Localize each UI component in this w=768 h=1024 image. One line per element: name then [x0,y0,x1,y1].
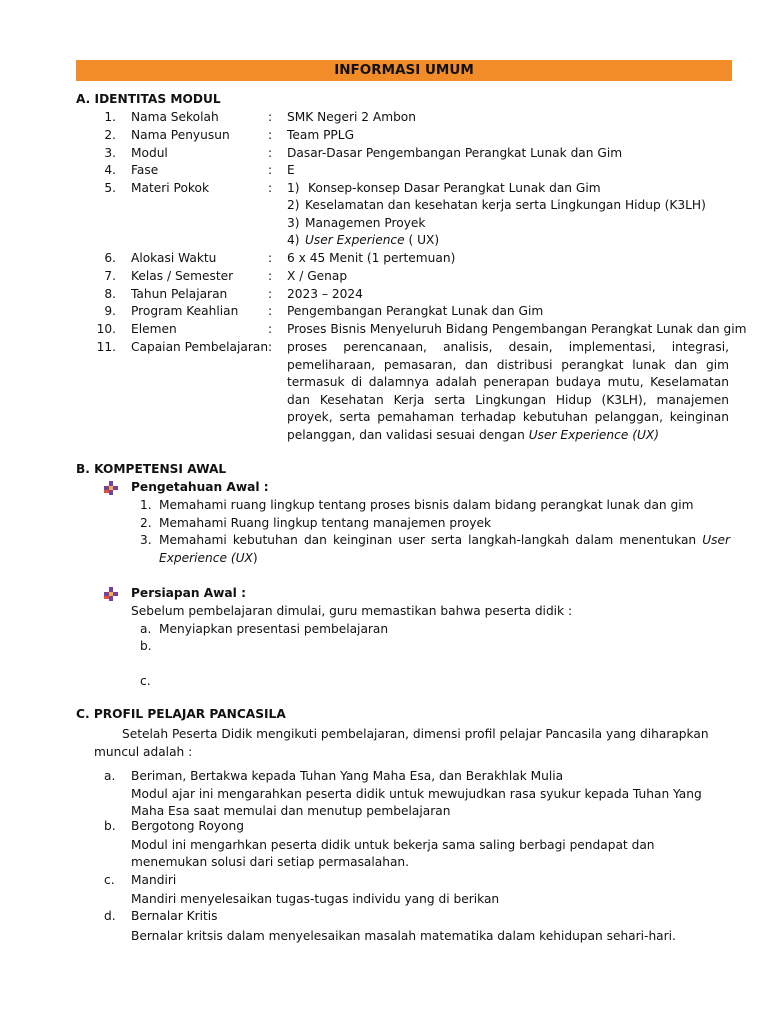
list-item-number: a. [140,622,152,636]
list-item-text: Memahami kebutuhan dan keinginan user serta langkah-langkah dalam menentukan [159,533,697,547]
list-item-number: 4) [287,233,300,247]
list-item-title: Beriman, Bertakwa kepada Tuhan Yang Maha Esa, dan Berakhlak Mulia [131,769,564,783]
row-number: 7. [104,269,116,283]
list-item-italic: User Experience [305,233,405,247]
bullet-icon [104,587,118,601]
list-item-suffix: ( UX) [404,233,440,247]
section-c-title: C. PROFIL PELAJAR PANCASILA [76,707,286,721]
row-colon: : [268,269,273,283]
row-colon: : [268,251,273,265]
row-colon: : [268,304,273,318]
row-label: Materi Pokok [131,181,210,195]
row-colon: : [268,128,273,142]
list-item-number: 1) [287,181,300,195]
list-item-number: 2. [140,516,152,530]
row-value: X / Genap [287,269,348,283]
row-number: 9. [104,304,116,318]
row-number: 1. [104,110,116,124]
row-label: Program Keahlian [131,304,239,318]
row-value: Dasar-Dasar Pengembangan Perangkat Lunak dan Gim [287,146,623,160]
profil-intro: Setelah Peserta Didik mengikuti pembelajaran, dimensi profil pelajar Pancasila yang diharapkan muncul adalah : [94,727,709,759]
list-item-number: b. [104,819,116,833]
row-number: 6. [104,251,116,265]
list-item: Memahami ruang lingkup tentang proses bisnis dalam bidang perangkat lunak dan gim [159,498,694,512]
list-item-desc: Modul ajar ini mengarahkan peserta didik untuk mewujudkan rasa syukur kepada Tuhan Yang Maha Esa saat memulai dan menutup pembelajaran [131,787,702,818]
list-item-desc: Mandiri menyelesaikan tugas-tugas individu yang di berikan [131,892,500,906]
pengetahuan-heading: Pengetahuan Awal : [131,480,269,494]
persiapan-intro: Sebelum pembelajaran dimulai, guru memastikan bahwa peserta didik : [131,604,573,618]
row-value: E [287,163,295,177]
capaian-italic: User Experience (UX) [528,427,659,442]
row-colon: : [268,110,273,124]
list-item-number: a. [104,769,116,783]
row-colon: : [268,163,273,177]
row-colon: : [268,340,273,354]
row-number: 4. [104,163,116,177]
row-label: Alokasi Waktu [131,251,217,265]
list-item-title: Bergotong Royong [131,819,244,833]
list-item: Managemen Proyek [305,216,426,230]
row-label: Nama Penyusun [131,128,230,142]
row-colon: : [268,322,273,336]
list-item-number: 2) [287,198,300,212]
list-item: Keselamatan dan kesehatan kerja serta Lingkungan Hidup (K3LH) [305,198,706,212]
list-item-desc: Modul ini mengarhkan peserta didik untuk bekerja sama saling berbagi pendapat dan menemukan solusi dari setiap permasalahan. [131,838,655,869]
capaian-paragraph [287,339,729,444]
row-number: 10. [96,322,116,336]
list-item-number: c. [104,873,115,887]
capaian-text: proses perencanaan, analisis, desain, implementasi, integrasi, pemeliharaan, pemasaran, dan distribusi perangkat lunak dan gim termasuk di dalamnya adalah penerapan budaya mutu, Keselamatan dan Kesehatan Kerja serta Lingkungan Hidup (K3LH), manajemen proyek, serta pemahaman terhadap kebutuhan pelanggan, keinginan pelanggan, dan validasi sesuai dengan [287,340,729,442]
list-item-title: Bernalar Kritis [131,909,218,923]
list-item-italic: User Experience (UX [159,533,731,565]
row-value: Team PPLG [287,128,355,142]
row-value: 6 x 45 Menit (1 pertemuan) [287,251,456,265]
row-colon: : [268,287,273,301]
row-label: Kelas / Semester [131,269,234,283]
list-item-number: 1. [140,498,152,512]
bullet-icon [104,481,118,495]
row-number: 3. [104,146,116,160]
row-label: Elemen [131,322,177,336]
row-label: Capaian Pembelajaran [131,340,269,354]
list-item-desc: Bernalar kritsis dalam menyelesaikan masalah matematika dalam kehidupan sehari-hari. [131,929,676,943]
row-colon: : [268,181,273,195]
list-item-number: b. [140,639,152,653]
list-item-number: c. [140,674,151,688]
section-a-title: A. IDENTITAS MODUL [76,92,221,106]
row-value: 2023 – 2024 [287,287,363,301]
list-item: Menyiapkan presentasi pembelajaran [159,622,389,636]
row-label: Fase [131,163,159,177]
row-label: Tahun Pelajaran [131,287,228,301]
row-value: SMK Negeri 2 Ambon [287,110,416,124]
list-item-number: d. [104,909,116,923]
row-label: Nama Sekolah [131,110,219,124]
list-item-number: 3) [287,216,300,230]
list-item-suffix: ) [252,550,258,565]
row-number: 2. [104,128,116,142]
row-value: Pengembangan Perangkat Lunak dan Gim [287,304,544,318]
list-item [305,233,439,247]
page-title-banner: INFORMASI UMUM [76,60,732,81]
row-colon: : [268,146,273,160]
list-item-title: Mandiri [131,873,177,887]
list-item: Konsep-konsep Dasar Perangkat Lunak dan Gim [308,181,601,195]
row-number: 8. [104,287,116,301]
row-number: 5. [104,181,116,195]
list-item [159,532,730,567]
list-item-number: 3. [140,533,152,547]
row-number: 11. [96,340,116,354]
persiapan-heading: Persiapan Awal : [131,586,246,600]
row-label: Modul [131,146,168,160]
section-b-title: B. KOMPETENSI AWAL [76,462,227,476]
list-item: Memahami Ruang lingkup tentang manajemen proyek [159,516,492,530]
row-value: Proses Bisnis Menyeluruh Bidang Pengembangan Perangkat Lunak dan gim [287,322,747,336]
